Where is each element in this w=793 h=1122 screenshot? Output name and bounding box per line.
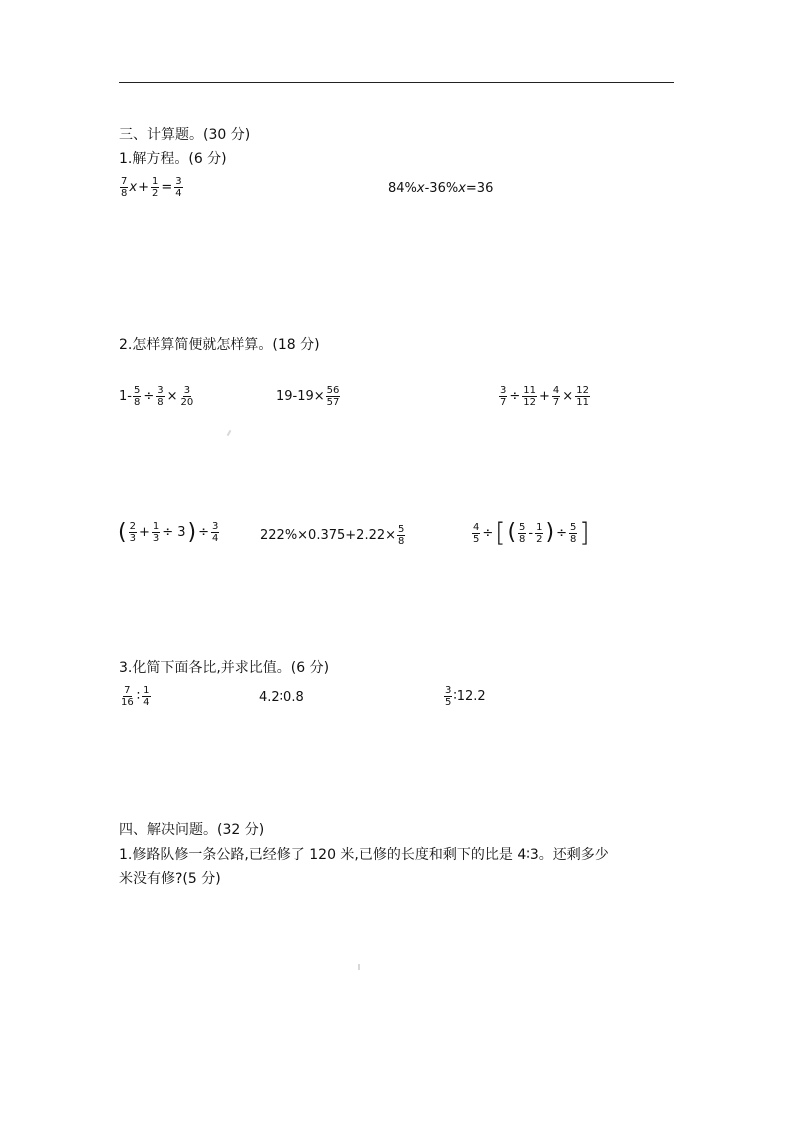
problem-1-text-line-1: 1.修路队修一条公路,已经修了 120 米,已修的长度和剩下的比是 4∶3。还剩多少 <box>119 847 609 863</box>
fraction: $\frac{1}{3}$ <box>152 521 160 544</box>
fraction: $\frac{3}{4}$ <box>175 176 182 199</box>
section-3-title: 三、计算题。(30 分) <box>119 127 251 143</box>
question-1-heading: 1.解方程。(6 分) <box>119 151 227 167</box>
scan-speck <box>358 964 360 970</box>
fraction: $\frac{2}{3}$ <box>129 521 136 544</box>
fraction: $\frac{7}{8}$ <box>121 176 128 199</box>
question-2-heading: 2.怎样算简便就怎样算。(18 分) <box>119 337 320 353</box>
fraction: $\frac{3}{7}$ <box>500 385 507 408</box>
fraction: $\frac{3}{20}$ <box>180 385 194 408</box>
fraction: $\frac{4}{7}$ <box>552 385 560 408</box>
fraction: $\frac{7}{16}$ <box>121 685 134 708</box>
fraction: $\frac{12}{11}$ <box>576 385 589 408</box>
scan-speck <box>227 430 232 436</box>
fraction: $\frac{1}{2}$ <box>536 521 543 545</box>
equation-2: 84% x -36% x =36 <box>388 181 494 196</box>
ratio-1: $\frac{7}{16}$ ∶ $\frac{1}{4}$ <box>121 685 150 708</box>
section-4-title: 四、解决问题。(32 分) <box>119 822 265 838</box>
fraction: $\frac{1}{4}$ <box>143 685 150 708</box>
calculation-5: 222%×0.375+2.22× $\frac{5}{8}$ <box>260 524 405 547</box>
calculation-1: 1- $\frac{5}{8}$ ÷ $\frac{3}{8}$ × $\frac{3}{20}$ <box>119 385 194 408</box>
fraction: $\frac{5}{8}$ <box>569 521 577 545</box>
equation-1: $\frac{7}{8}$ x + $\frac{1}{2}$ = $\frac{3}{4}$ <box>121 176 182 199</box>
ratio-2: 4.2∶0.8 <box>259 690 304 705</box>
fraction: $\frac{1}{2}$ <box>151 176 159 199</box>
fraction: $\frac{5}{8}$ <box>133 385 141 408</box>
fraction: $\frac{3}{5}$ <box>445 685 452 708</box>
fraction: $\frac{3}{8}$ <box>157 385 164 408</box>
question-3-heading: 3.化简下面各比,并求比值。(6 分) <box>119 660 330 676</box>
header-rule <box>119 82 674 83</box>
fraction: $\frac{5}{8}$ <box>398 524 405 547</box>
fraction: $\frac{56}{57}$ <box>326 385 340 408</box>
fraction: $\frac{11}{12}$ <box>523 385 537 408</box>
calculation-3: $\frac{3}{7}$ ÷ $\frac{11}{12}$ + $\frac{4}{7}$ × $\frac{12}{11}$ <box>500 385 589 408</box>
problem-1-text-line-2: 米没有修?(5 分) <box>119 871 221 887</box>
calculation-2: 19-19× $\frac{56}{57}$ <box>276 385 340 408</box>
calculation-4: ( $\frac{2}{3}$ + $\frac{1}{3}$ ÷ 3 ) ÷ $\frac{3}{4}$ <box>118 519 219 545</box>
fraction: $\frac{3}{4}$ <box>212 521 219 544</box>
fraction: $\frac{4}{5}$ <box>473 521 480 545</box>
fraction: $\frac{5}{8}$ <box>519 521 526 545</box>
ratio-3: $\frac{3}{5}$ ∶12.2 <box>445 685 486 708</box>
calculation-6: $\frac{4}{5}$ ÷ [ ( $\frac{5}{8}$ - $\frac{1}{2}$ ) ÷ $\frac{5}{8}$ ] <box>473 518 590 548</box>
